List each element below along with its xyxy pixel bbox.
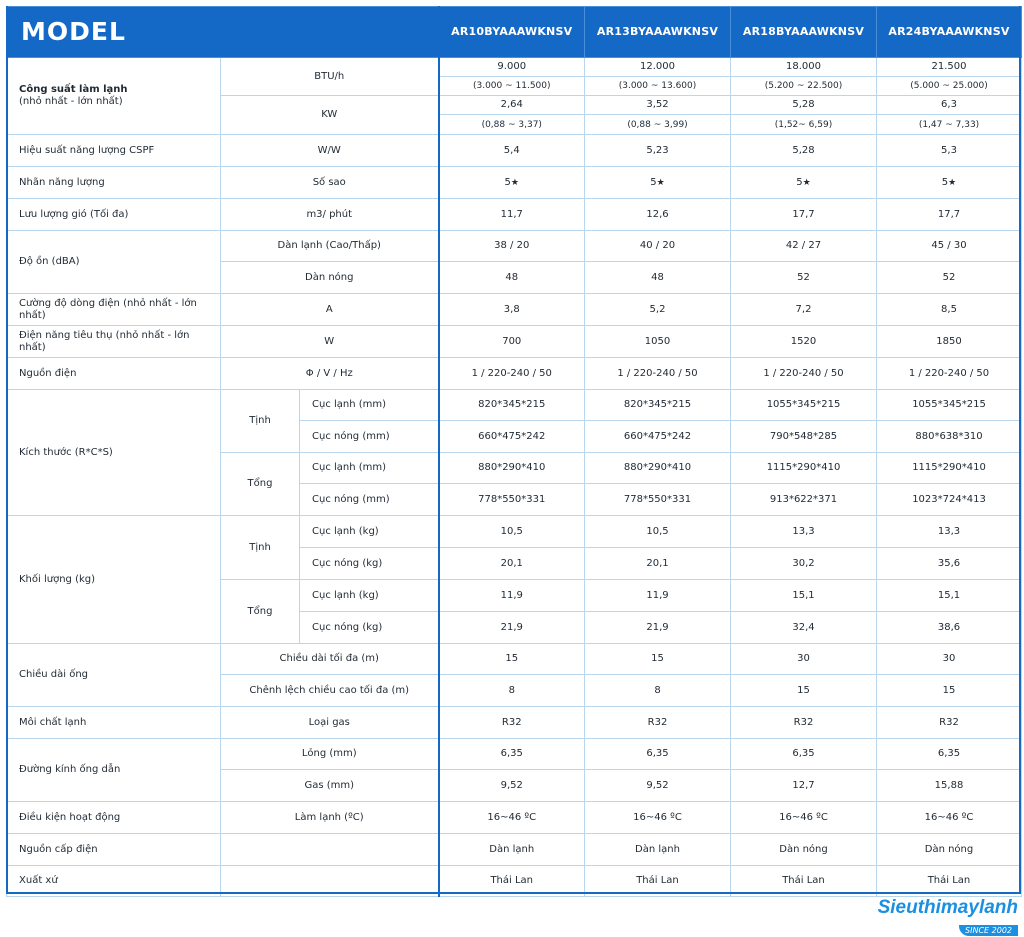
row-label-current: Cường độ dòng điện (nhỏ nhất - lớn nhất) [7,294,221,326]
table-row [7,231,1022,262]
table-cell [731,167,877,199]
table-cell: 1115*290*410 [731,453,877,484]
table-cell: 2,64 [439,96,585,115]
row-label-supply: Nguồn cấp điện [7,834,221,866]
table-cell: 15 [731,675,877,707]
unit-cell: m3/ phút [221,199,439,231]
table-row [7,516,1022,548]
table-cell: 30 [877,644,1022,675]
row-label-pipe-length: Chiều dài ống [7,644,221,707]
unit-cell: Dàn nóng [221,262,439,294]
net-label: Tịnh [221,390,300,453]
table-row [7,834,1022,866]
row-label-pipe-diameter: Đường kính ống dẫn [7,739,221,802]
table-cell: 21,9 [439,612,585,644]
table-row [7,135,1022,167]
table-row [7,199,1022,231]
star-icon: ★ [802,177,811,188]
header-row [7,7,1022,58]
row-label-power-source: Nguồn điện [7,358,221,390]
unit-cell: Làm lạnh (ºC) [221,802,439,834]
row-label-refrigerant: Môi chất lạnh [7,707,221,739]
table-cell: 38,6 [877,612,1022,644]
table-cell: 52 [877,262,1022,294]
table-cell: Thái Lan [585,866,731,897]
table-cell: 48 [439,262,585,294]
table-cell: 15,1 [877,580,1022,612]
table-cell: Thái Lan [731,866,877,897]
table-cell: 3,52 [585,96,731,115]
unit-cell [221,866,439,897]
cooling-capacity-sublabel: (nhỏ nhất - lớn nhất) [19,96,123,107]
unit-cell: Cục lạnh (kg) [300,516,439,548]
table-cell [877,167,1022,199]
unit-cell: W [221,326,439,358]
table-cell: (3.000 ~ 11.500) [439,77,585,96]
table-cell: 21,9 [585,612,731,644]
table-cell: 660*475*242 [585,421,731,453]
star-icon: ★ [948,177,957,188]
table-cell [439,167,585,199]
table-row [7,294,1022,326]
table-cell: R32 [585,707,731,739]
table-cell: 16~46 ºC [439,802,585,834]
table-cell: 880*290*410 [585,453,731,484]
table-row [7,866,1022,897]
table-cell: 5,2 [585,294,731,326]
table-row [7,644,1022,675]
table-cell: 1023*724*413 [877,484,1022,516]
table-row [7,739,1022,770]
model-name: AR10BYAAAWKNSV [439,7,585,58]
table-cell: (1,52~ 6,59) [731,115,877,135]
table-cell: 21.500 [877,58,1022,77]
table-cell: 6,3 [877,96,1022,115]
star-count: 5 [504,176,511,188]
table-cell: 13,3 [877,516,1022,548]
table-cell: 820*345*215 [585,390,731,421]
net-label: Tịnh [221,516,300,580]
unit-cell: Cục nóng (mm) [300,484,439,516]
unit-cell: Gas (mm) [221,770,439,802]
unit-cell: Cục nóng (mm) [300,421,439,453]
cooling-capacity-label: Công suất làm lạnh [19,84,128,95]
unit-cell: Cục lạnh (mm) [300,453,439,484]
table-cell: 35,6 [877,548,1022,580]
table-cell: R32 [439,707,585,739]
table-cell: 15 [877,675,1022,707]
model-name: AR18BYAAAWKNSV [731,7,877,58]
table-cell: 30,2 [731,548,877,580]
star-count: 5 [796,176,803,188]
table-cell: Thái Lan [439,866,585,897]
unit-cell: Lỏng (mm) [221,739,439,770]
table-cell: 1055*345*215 [877,390,1022,421]
spec-table [6,6,1022,897]
table-cell: 1055*345*215 [731,390,877,421]
table-cell: 660*475*242 [439,421,585,453]
table-cell: 11,9 [439,580,585,612]
unit-cell: W/W [221,135,439,167]
table-cell: 13,3 [731,516,877,548]
table-cell: 15 [439,644,585,675]
gross-label: Tổng [221,580,300,644]
row-label-operating: Điều kiện hoạt động [7,802,221,834]
table-cell: 8 [585,675,731,707]
table-cell: Dàn lạnh [585,834,731,866]
unit-btu: BTU/h [221,58,439,96]
table-cell: 7,2 [731,294,877,326]
table-cell: 32,4 [731,612,877,644]
table-cell: (0,88 ~ 3,37) [439,115,585,135]
table-cell: 820*345*215 [439,390,585,421]
table-cell: 11,7 [439,199,585,231]
table-cell: 1850 [877,326,1022,358]
table-cell: 38 / 20 [439,231,585,262]
unit-cell: Chiều dài tối đa (m) [221,644,439,675]
row-label-noise: Độ ồn (dBA) [7,231,221,294]
table-cell: 42 / 27 [731,231,877,262]
table-cell: 9.000 [439,58,585,77]
star-count: 5 [650,176,657,188]
row-label-weight: Khối lượng (kg) [7,516,221,644]
model-name: AR13BYAAAWKNSV [585,7,731,58]
row-label-energy: Nhãn năng lượng [7,167,221,199]
row-label-power: Điện năng tiêu thụ (nhỏ nhất - lớn nhất) [7,326,221,358]
table-cell: 6,35 [585,739,731,770]
table-cell: 5,3 [877,135,1022,167]
brand-tagline: SINCE 2002 [959,925,1018,936]
table-cell: Dàn lạnh [439,834,585,866]
table-cell: 10,5 [585,516,731,548]
table-cell: (1,47 ~ 7,33) [877,115,1022,135]
unit-cell: Dàn lạnh (Cao/Thấp) [221,231,439,262]
row-label-dimensions: Kích thước (R*C*S) [7,390,221,516]
table-cell: 16~46 ºC [731,802,877,834]
table-cell: Thái Lan [877,866,1022,897]
table-cell: 16~46 ºC [877,802,1022,834]
table-cell: 48 [585,262,731,294]
table-cell: 9,52 [585,770,731,802]
table-cell: (3.000 ~ 13.600) [585,77,731,96]
table-cell: 6,35 [439,739,585,770]
table-cell: 790*548*285 [731,421,877,453]
table-cell: 17,7 [877,199,1022,231]
table-cell: 1 / 220-240 / 50 [877,358,1022,390]
model-name: AR24BYAAAWKNSV [877,7,1022,58]
table-cell: Dàn nóng [731,834,877,866]
unit-cell [221,834,439,866]
table-cell: 30 [731,644,877,675]
table-cell: 778*550*331 [585,484,731,516]
row-label-cooling-capacity [7,58,221,135]
unit-cell: Cục nóng (kg) [300,612,439,644]
table-cell: (5.200 ~ 22.500) [731,77,877,96]
row-label-origin: Xuất xứ [7,866,221,897]
star-icon: ★ [510,177,519,188]
unit-cell: Cục lạnh (kg) [300,580,439,612]
star-icon: ★ [656,177,665,188]
table-cell: 913*622*371 [731,484,877,516]
table-cell: 20,1 [585,548,731,580]
star-count: 5 [941,176,949,188]
table-cell: Dàn nóng [877,834,1022,866]
table-row [7,358,1022,390]
table-row [7,326,1022,358]
table-row [7,802,1022,834]
table-cell: 880*290*410 [439,453,585,484]
row-label-airflow: Lưu lượng gió (Tối đa) [7,199,221,231]
table-cell: 15,88 [877,770,1022,802]
table-cell: 16~46 ºC [585,802,731,834]
table-cell: 1 / 220-240 / 50 [585,358,731,390]
table-cell: 15 [585,644,731,675]
table-cell: R32 [731,707,877,739]
table-cell: 1 / 220-240 / 50 [731,358,877,390]
table-cell: 6,35 [877,739,1022,770]
unit-kw: KW [221,96,439,135]
unit-cell: Φ / V / Hz [221,358,439,390]
table-cell: 700 [439,326,585,358]
table-cell: 40 / 20 [585,231,731,262]
table-row [7,390,1022,421]
table-cell: 5,28 [731,96,877,115]
table-cell: 3,8 [439,294,585,326]
table-cell: 10,5 [439,516,585,548]
row-label-cspf: Hiệu suất năng lượng CSPF [7,135,221,167]
brand-name: Sieuthimaylanh [877,897,1018,918]
brand-logo [878,898,1018,937]
unit-cell: Cục nóng (kg) [300,548,439,580]
unit-cell: Chênh lệch chiều cao tối đa (m) [221,675,439,707]
table-cell [585,167,731,199]
gross-label: Tổng [221,453,300,516]
table-cell: 5,28 [731,135,877,167]
table-cell: R32 [877,707,1022,739]
unit-cell: Số sao [221,167,439,199]
model-heading: MODEL [7,7,439,58]
table-cell: 52 [731,262,877,294]
table-cell: 18.000 [731,58,877,77]
table-cell: (0,88 ~ 3,99) [585,115,731,135]
unit-cell: Cục lạnh (mm) [300,390,439,421]
table-cell: 778*550*331 [439,484,585,516]
table-cell: 8,5 [877,294,1022,326]
table-cell: 1115*290*410 [877,453,1022,484]
table-row [7,167,1022,199]
table-cell: 11,9 [585,580,731,612]
unit-cell: Loại gas [221,707,439,739]
table-cell: 1 / 220-240 / 50 [439,358,585,390]
table-cell: 880*638*310 [877,421,1022,453]
table-cell: (5.000 ~ 25.000) [877,77,1022,96]
table-cell: 20,1 [439,548,585,580]
table-cell: 45 / 30 [877,231,1022,262]
table-cell: 6,35 [731,739,877,770]
table-cell: 5,23 [585,135,731,167]
table-cell: 9,52 [439,770,585,802]
table-cell: 1050 [585,326,731,358]
table-cell: 15,1 [731,580,877,612]
table-row [7,58,1022,77]
table-cell: 17,7 [731,199,877,231]
table-cell: 12,7 [731,770,877,802]
table-cell: 8 [439,675,585,707]
table-cell: 1520 [731,326,877,358]
table-row [7,707,1022,739]
unit-cell: A [221,294,439,326]
table-cell: 5,4 [439,135,585,167]
table-cell: 12,6 [585,199,731,231]
table-cell: 12.000 [585,58,731,77]
